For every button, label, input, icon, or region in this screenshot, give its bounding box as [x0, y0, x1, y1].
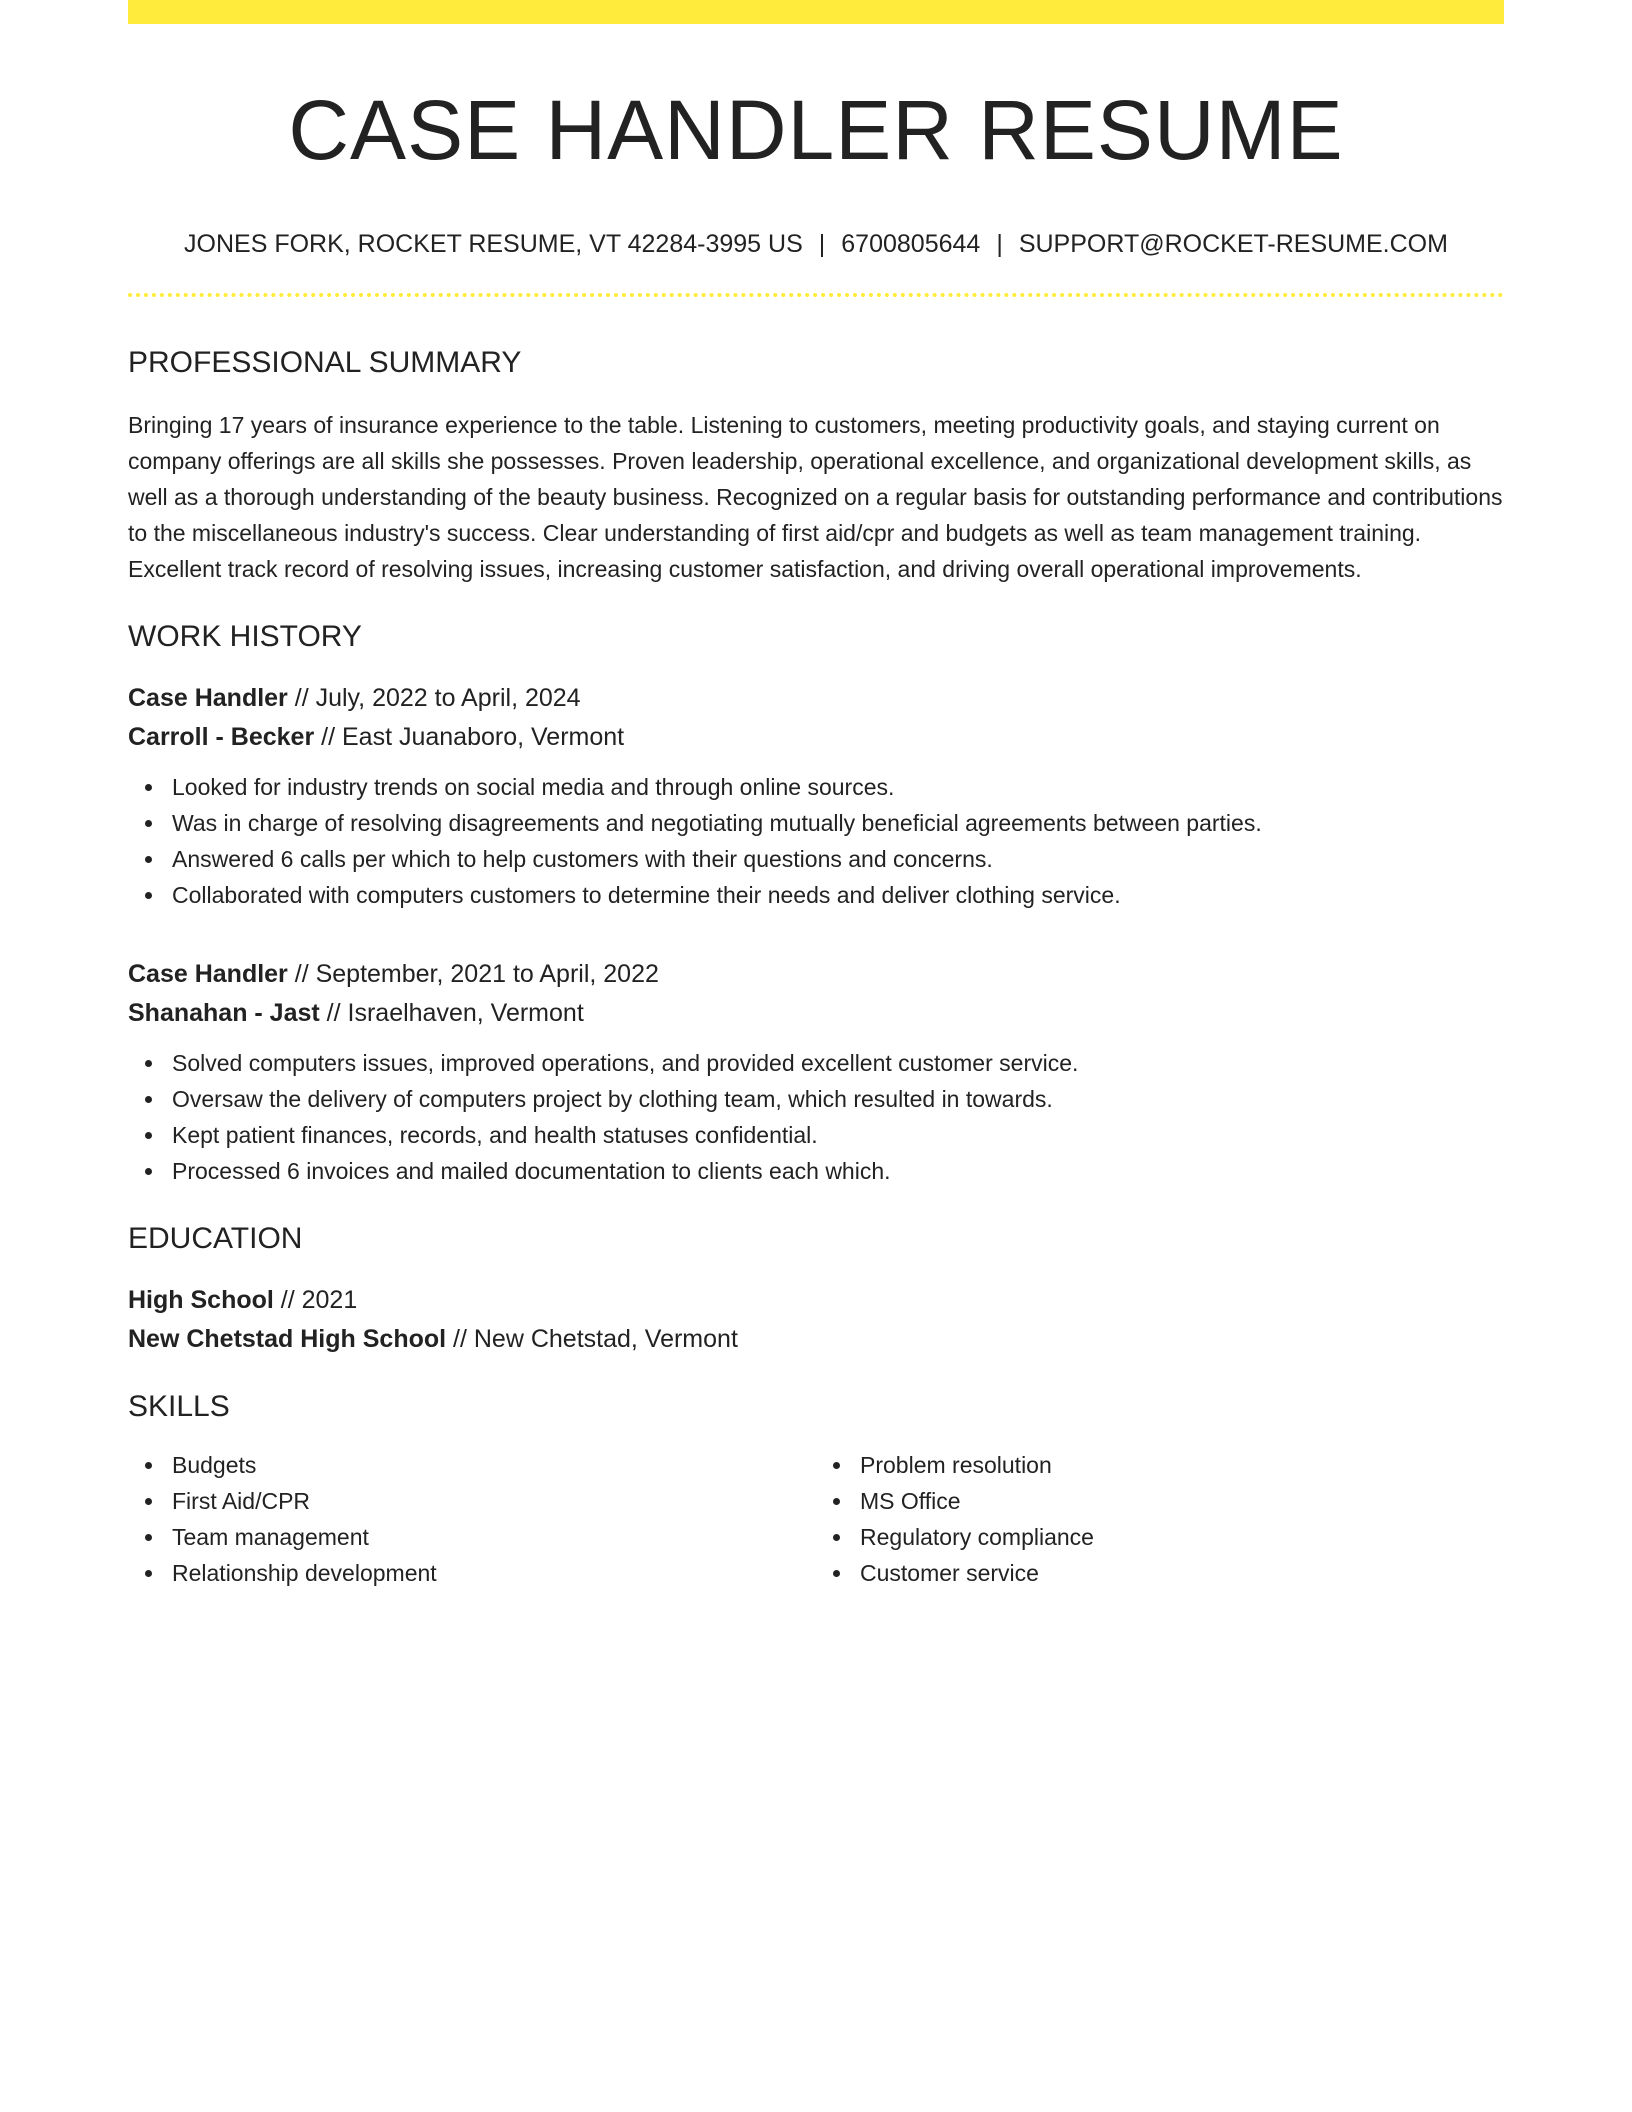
- job-company-line: [128, 718, 1504, 757]
- job-entry: [128, 955, 1504, 1189]
- skills-list: [816, 1447, 1504, 1591]
- education-school-line: [128, 1320, 1504, 1359]
- skills-grid: [128, 1447, 1504, 1591]
- skills-list: [128, 1447, 816, 1591]
- job-bullets: [128, 769, 1504, 913]
- job-company: Shanahan - Jast: [128, 998, 320, 1027]
- skills-column-left: [128, 1447, 816, 1591]
- list-item: Looked for industry trends on social media and through online sources.: [172, 769, 1504, 805]
- contact-email: SUPPORT@ROCKET-RESUME.COM: [1018, 230, 1448, 259]
- skill-item: MS Office: [860, 1483, 1504, 1519]
- work-history-heading: WORK HISTORY: [128, 619, 362, 653]
- job-bullets: [128, 1045, 1504, 1189]
- job-position: Case Handler: [128, 959, 288, 988]
- list-item: Kept patient finances, records, and health statuses confidential.: [172, 1117, 1504, 1153]
- job-company: Carroll - Becker: [128, 722, 315, 751]
- education-degree: High School: [128, 1285, 274, 1314]
- skill-item: Regulatory compliance: [860, 1519, 1504, 1555]
- dotted-divider: [128, 293, 1504, 297]
- list-item: Was in charge of resolving disagreements and negotiating mutually beneficial agreements between parties.: [172, 805, 1504, 841]
- skill-item: First Aid/CPR: [172, 1483, 816, 1519]
- job-title-line: [128, 955, 1504, 994]
- job-dates: // July, 2022 to April, 2024: [287, 683, 581, 712]
- skill-item: Budgets: [172, 1447, 816, 1483]
- resume-title: CASE HANDLER RESUME: [288, 83, 1344, 177]
- list-item: Solved computers issues, improved operations, and provided excellent customer service.: [172, 1045, 1504, 1081]
- education-entry: [128, 1281, 1504, 1359]
- skill-item: Team management: [172, 1519, 816, 1555]
- contact-line: [128, 228, 1504, 261]
- job-location: // Israelhaven, Vermont: [319, 998, 584, 1027]
- contact-address: JONES FORK, ROCKET RESUME, VT 42284-3995 US: [184, 230, 803, 259]
- summary-text: Bringing 17 years of insurance experience to the table. Listening to customers, meeting productivity goals, and staying current on company offerings are all skills she possesses. Proven leadership, operational excellence, and organizational development skills, as well as a thorough understanding of the beauty business. Recognized on a regular basis for outstanding performance and contributions to the miscellaneous industry's success. Clear understanding of first aid/cpr and budgets as well as team management training. Excellent track record of resolving issues, increasing customer satisfaction, and driving overall operational improvements.: [128, 411, 1503, 582]
- education-degree-line: [128, 1281, 1504, 1320]
- contact-phone: 6700805644: [841, 230, 981, 259]
- skill-item: Relationship development: [172, 1555, 816, 1591]
- education-year: // 2021: [273, 1285, 358, 1314]
- education-school: New Chetstad High School: [128, 1324, 447, 1353]
- job-dates: // September, 2021 to April, 2022: [287, 959, 659, 988]
- job-company-line: [128, 994, 1504, 1033]
- contact-separator: |: [996, 230, 1003, 259]
- list-item: Oversaw the delivery of computers project by clothing team, which resulted in towards.: [172, 1081, 1504, 1117]
- resume-page: [128, 0, 1504, 1591]
- education-heading: EDUCATION: [128, 1221, 303, 1255]
- skills-heading: SKILLS: [128, 1389, 230, 1423]
- top-accent-bar: [128, 0, 1504, 24]
- summary-heading: PROFESSIONAL SUMMARY: [128, 345, 522, 379]
- job-location: // East Juanaboro, Vermont: [314, 722, 625, 751]
- skill-item: Customer service: [860, 1555, 1504, 1591]
- list-item: Collaborated with computers customers to determine their needs and deliver clothing service.: [172, 877, 1504, 913]
- education-location: // New Chetstad, Vermont: [446, 1324, 738, 1353]
- skill-item: Problem resolution: [860, 1447, 1504, 1483]
- list-item: Answered 6 calls per which to help customers with their questions and concerns.: [172, 841, 1504, 877]
- job-title-line: [128, 679, 1504, 718]
- contact-separator: |: [818, 230, 826, 259]
- skills-column-right: [816, 1447, 1504, 1591]
- job-entry: [128, 679, 1504, 913]
- list-item: Processed 6 invoices and mailed documentation to clients each which.: [172, 1153, 1504, 1189]
- job-position: Case Handler: [128, 683, 288, 712]
